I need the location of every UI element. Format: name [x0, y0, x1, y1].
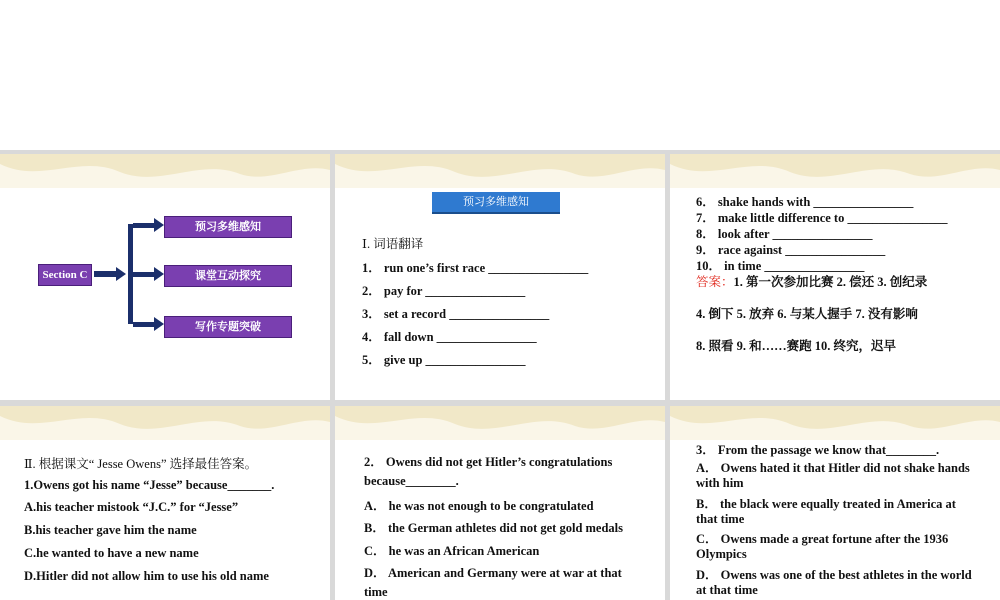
answer-line-3: 8. 照看 9. 和……赛跑 10. 终究，迟早	[696, 339, 897, 353]
slide-grid	[0, 150, 1000, 600]
wave-decoration	[335, 406, 665, 440]
vocab-heading: Ⅰ. 词语翻译	[362, 237, 424, 251]
question-2-line-2: because________.	[364, 474, 459, 488]
vocab-item: 9． race against ________________	[696, 243, 886, 257]
option-c-cont: Olympics	[696, 547, 747, 561]
slide-2[interactable]	[335, 154, 665, 400]
wave-decoration	[0, 406, 330, 440]
vocab-item: 1． run one’s first race ________________	[362, 261, 589, 275]
vocab-item: 7． make little difference to ________________	[696, 211, 948, 225]
answer-label: 答案：	[696, 275, 734, 289]
option-c: C． Owens made a great fortune after the 1936	[696, 532, 949, 546]
slide-3[interactable]	[670, 154, 1000, 400]
section-header: 预习多维感知	[432, 192, 560, 214]
section-c-box[interactable]: Section C	[38, 264, 92, 286]
option-a: A． he was not enough to be congratulated	[364, 499, 594, 513]
option-a: A． Owens hated it that Hitler did not shake hands	[696, 461, 970, 475]
vocab-item: 4． fall down ________________	[362, 330, 537, 344]
vocab-item: 3． set a record ________________	[362, 307, 550, 321]
option-a: A.his teacher mistook “J.C.” for “Jesse”	[24, 500, 239, 514]
question-1: 1.Owens got his name “Jesse” because_______.	[24, 478, 275, 492]
vocab-item: 10． in time ________________	[696, 259, 865, 273]
option-b: B． the black were equally treated in America at	[696, 497, 956, 511]
menu-item-class-inquiry[interactable]: 课堂互动探究	[164, 265, 292, 287]
quiz-heading: Ⅱ. 根据课文“ Jesse Owens” 选择最佳答案。	[24, 457, 258, 471]
option-d: D． American and Germany were at war at that	[364, 566, 622, 580]
slide-1[interactable]	[0, 154, 330, 400]
vocab-item: 5． give up ________________	[362, 353, 526, 367]
slide-6[interactable]	[670, 406, 1000, 600]
slide-4[interactable]	[0, 406, 330, 600]
option-d-cont: at that time	[696, 583, 758, 597]
option-d-cont: time	[364, 585, 388, 599]
option-c: C.he wanted to have a new name	[24, 546, 199, 560]
option-c: C． he was an African American	[364, 544, 540, 558]
vocab-item: 2． pay for ________________	[362, 284, 526, 298]
question-3: 3． From the passage we know that________.	[696, 443, 940, 457]
wave-decoration	[670, 154, 1000, 188]
answer-line-1	[696, 272, 927, 290]
menu-item-preview[interactable]: 预习多维感知	[164, 216, 292, 238]
answer-line-2: 4. 倒下 5. 放弃 6. 与某人握手 7. 没有影响	[696, 307, 918, 321]
branch-arrows	[92, 216, 172, 346]
option-b-cont: that time	[696, 512, 745, 526]
question-2-line-1: 2． Owens did not get Hitler’s congratulations	[364, 455, 613, 469]
option-a-cont: with him	[696, 476, 744, 490]
option-b: B.his teacher gave him the name	[24, 523, 197, 537]
answer-text-1: 1. 第一次参加比赛 2. 偿还 3. 创纪录	[733, 275, 928, 289]
option-b: B． the German athletes did not get gold medals	[364, 521, 624, 535]
vocab-item: 6． shake hands with ________________	[696, 195, 914, 209]
wave-decoration	[335, 154, 665, 188]
slide-5[interactable]	[335, 406, 665, 600]
vocab-item: 8． look after ________________	[696, 227, 873, 241]
wave-decoration	[0, 154, 330, 188]
wave-decoration	[670, 406, 1000, 440]
option-d: D． Owens was one of the best athletes in the world	[696, 568, 972, 582]
menu-item-writing[interactable]: 写作专题突破	[164, 316, 292, 338]
option-d: D.Hitler did not allow him to use his old name	[24, 569, 269, 583]
